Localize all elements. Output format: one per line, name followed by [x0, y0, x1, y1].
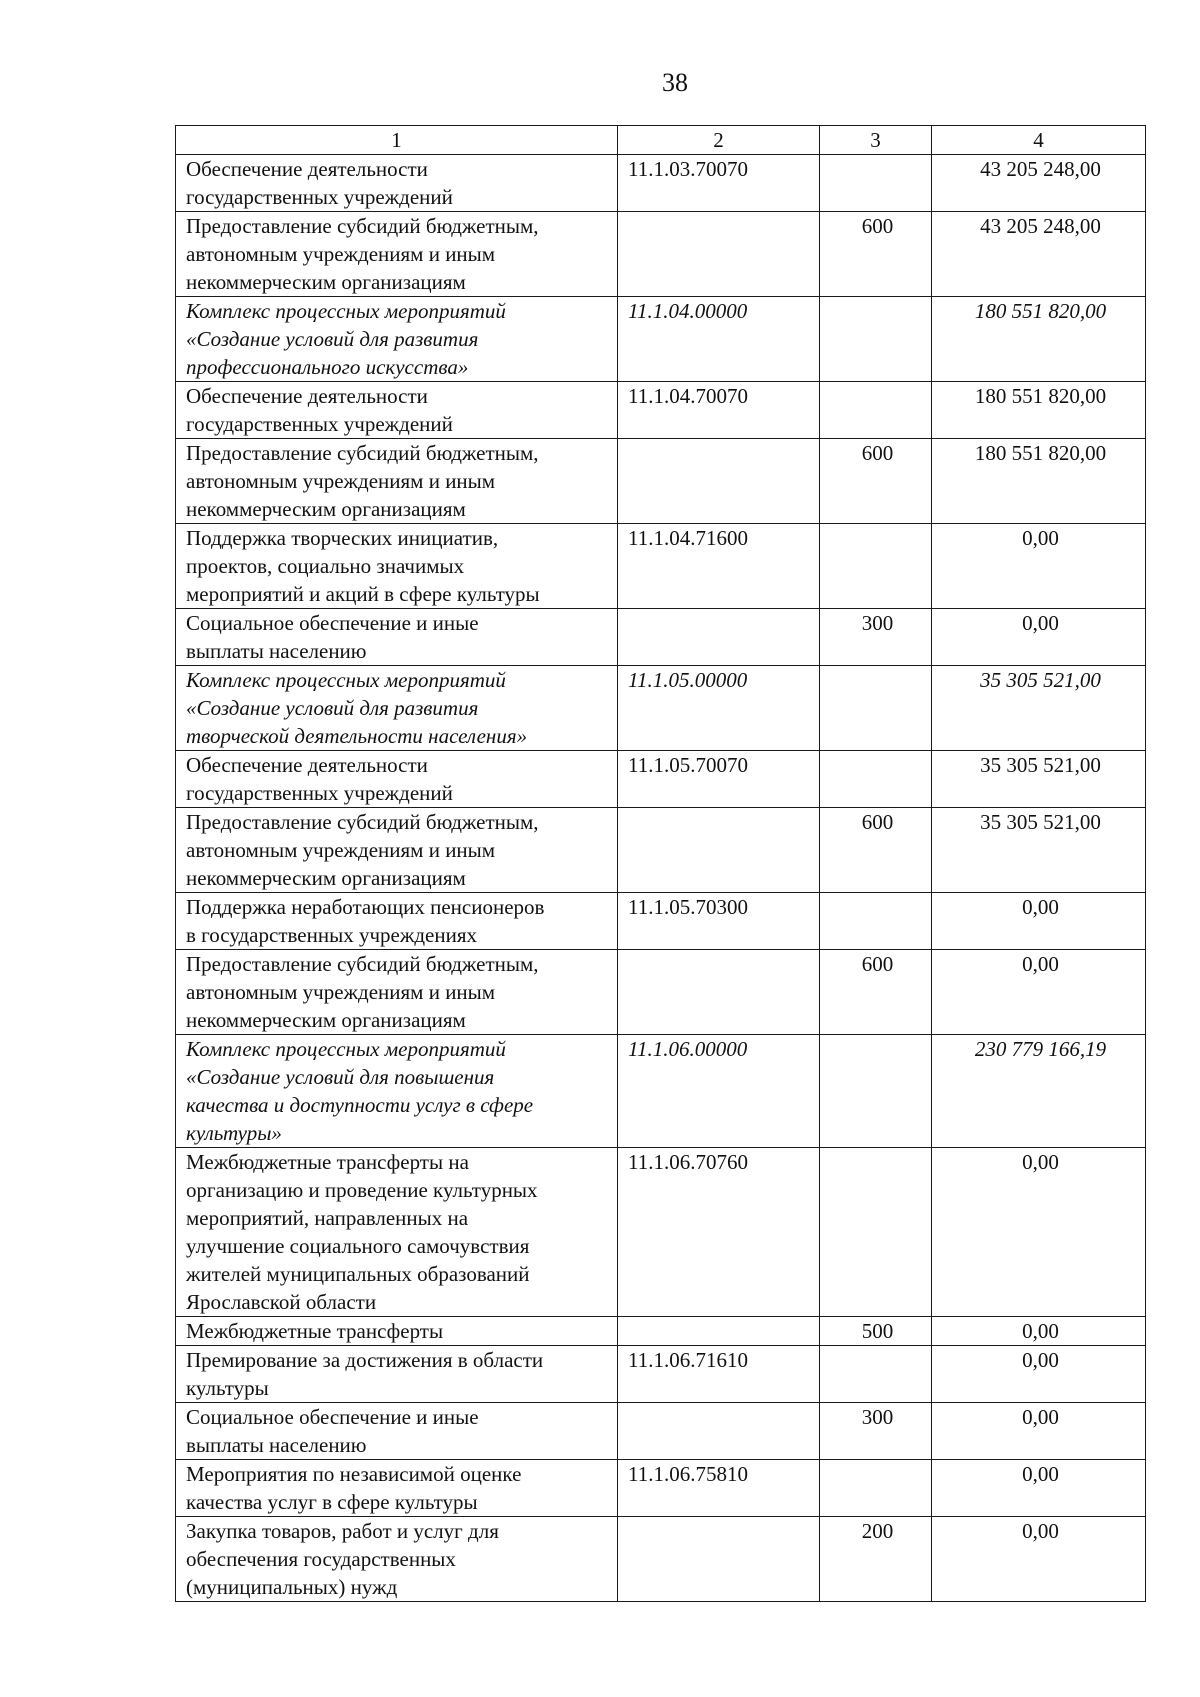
- row-type-cell: [820, 382, 932, 439]
- row-code-cell: 11.1.06.71610: [618, 1346, 820, 1403]
- header-column-amount: 4: [932, 126, 1146, 155]
- table-row: [176, 1035, 1146, 1148]
- page-number: 38: [662, 68, 688, 97]
- row-code-cell: [618, 808, 820, 893]
- table-row: [176, 1403, 1146, 1460]
- row-name-cell: Межбюджетные трансферты на организацию и проведение культурных мероприятий, направленных на улучшение социального самочувствия жителей муниципальных образований Ярославской области: [176, 1148, 618, 1317]
- row-amount-cell: 0,00: [932, 950, 1146, 1035]
- row-code-cell: [618, 950, 820, 1035]
- row-type-cell: [820, 1346, 932, 1403]
- row-name-cell: Обеспечение деятельности государственных учреждений: [176, 382, 618, 439]
- row-name-cell: Предоставление субсидий бюджетным, автономным учреждениям и иным некоммерческим организациям: [176, 439, 618, 524]
- row-name-cell: Предоставление субсидий бюджетным, автономным учреждениям и иным некоммерческим организациям: [176, 808, 618, 893]
- row-code-cell: 11.1.04.00000: [618, 297, 820, 382]
- row-type-cell: 300: [820, 609, 932, 666]
- table-row: [176, 212, 1146, 297]
- row-type-cell: [820, 1035, 932, 1148]
- table-row: [176, 751, 1146, 808]
- row-name-cell: Мероприятия по независимой оценке качества услуг в сфере культуры: [176, 1460, 618, 1517]
- row-type-cell: [820, 297, 932, 382]
- row-amount-cell: 230 779 166,19: [932, 1035, 1146, 1148]
- row-type-cell: 200: [820, 1517, 932, 1602]
- row-name-cell: Социальное обеспечение и иные выплаты населению: [176, 1403, 618, 1460]
- row-name-cell: Обеспечение деятельности государственных учреждений: [176, 155, 618, 212]
- row-type-cell: [820, 155, 932, 212]
- row-code-cell: [618, 1317, 820, 1346]
- row-amount-cell: 0,00: [932, 1148, 1146, 1317]
- table-row: [176, 155, 1146, 212]
- row-amount-cell: 180 551 820,00: [932, 439, 1146, 524]
- row-code-cell: 11.1.05.70070: [618, 751, 820, 808]
- row-amount-cell: 0,00: [932, 1317, 1146, 1346]
- row-type-cell: 600: [820, 808, 932, 893]
- row-name-cell: Комплекс процессных мероприятий «Создание условий для развития профессионального искусства»: [176, 297, 618, 382]
- row-type-cell: 300: [820, 1403, 932, 1460]
- table-header-row: [176, 126, 1146, 155]
- row-code-cell: 11.1.05.70300: [618, 893, 820, 950]
- row-code-cell: [618, 1403, 820, 1460]
- row-amount-cell: 0,00: [932, 524, 1146, 609]
- row-type-cell: 500: [820, 1317, 932, 1346]
- row-type-cell: [820, 751, 932, 808]
- row-name-cell: Социальное обеспечение и иные выплаты населению: [176, 609, 618, 666]
- row-amount-cell: 43 205 248,00: [932, 212, 1146, 297]
- row-type-cell: 600: [820, 950, 932, 1035]
- table-row: [176, 1346, 1146, 1403]
- row-type-cell: [820, 666, 932, 751]
- row-type-cell: [820, 524, 932, 609]
- table-row: [176, 950, 1146, 1035]
- row-code-cell: 11.1.03.70070: [618, 155, 820, 212]
- row-amount-cell: 0,00: [932, 1517, 1146, 1602]
- row-type-cell: [820, 1460, 932, 1517]
- row-name-cell: Предоставление субсидий бюджетным, автономным учреждениям и иным некоммерческим организациям: [176, 212, 618, 297]
- row-code-cell: [618, 212, 820, 297]
- row-amount-cell: 0,00: [932, 893, 1146, 950]
- row-name-cell: Комплекс процессных мероприятий «Создание условий для развития творческой деятельности населения»: [176, 666, 618, 751]
- row-code-cell: [618, 439, 820, 524]
- table-row: [176, 1148, 1146, 1317]
- table-row: [176, 1517, 1146, 1602]
- row-code-cell: 11.1.05.00000: [618, 666, 820, 751]
- row-amount-cell: 0,00: [932, 1460, 1146, 1517]
- budget-table: [175, 125, 1146, 1602]
- row-name-cell: Комплекс процессных мероприятий «Создание условий для повышения качества и доступности услуг в сфере культуры»: [176, 1035, 618, 1148]
- row-type-cell: [820, 893, 932, 950]
- row-amount-cell: 0,00: [932, 609, 1146, 666]
- row-name-cell: Закупка товаров, работ и услуг для обеспечения государственных (муниципальных) нужд: [176, 1517, 618, 1602]
- table-row: [176, 666, 1146, 751]
- table-row: [176, 808, 1146, 893]
- header-column-code: 2: [618, 126, 820, 155]
- row-amount-cell: 0,00: [932, 1346, 1146, 1403]
- row-code-cell: 11.1.06.70760: [618, 1148, 820, 1317]
- table-row: [176, 893, 1146, 950]
- row-amount-cell: 0,00: [932, 1403, 1146, 1460]
- row-amount-cell: 35 305 521,00: [932, 666, 1146, 751]
- table-row: [176, 1317, 1146, 1346]
- header-column-name: 1: [176, 126, 618, 155]
- row-code-cell: 11.1.06.00000: [618, 1035, 820, 1148]
- row-amount-cell: 43 205 248,00: [932, 155, 1146, 212]
- row-name-cell: Обеспечение деятельности государственных учреждений: [176, 751, 618, 808]
- header-column-type: 3: [820, 126, 932, 155]
- row-name-cell: Поддержка творческих инициатив, проектов, социально значимых мероприятий и акций в сфере культуры: [176, 524, 618, 609]
- row-amount-cell: 180 551 820,00: [932, 382, 1146, 439]
- row-name-cell: Предоставление субсидий бюджетным, автономным учреждениям и иным некоммерческим организациям: [176, 950, 618, 1035]
- row-code-cell: [618, 609, 820, 666]
- table-row: [176, 439, 1146, 524]
- row-amount-cell: 180 551 820,00: [932, 297, 1146, 382]
- table-row: [176, 297, 1146, 382]
- table-row: [176, 382, 1146, 439]
- row-code-cell: [618, 1517, 820, 1602]
- row-name-cell: Премирование за достижения в области культуры: [176, 1346, 618, 1403]
- table-row: [176, 1460, 1146, 1517]
- row-code-cell: 11.1.04.71600: [618, 524, 820, 609]
- row-code-cell: 11.1.04.70070: [618, 382, 820, 439]
- row-type-cell: 600: [820, 212, 932, 297]
- table-row: [176, 524, 1146, 609]
- row-name-cell: Поддержка неработающих пенсионеров в государственных учреждениях: [176, 893, 618, 950]
- row-type-cell: [820, 1148, 932, 1317]
- row-type-cell: 600: [820, 439, 932, 524]
- row-amount-cell: 35 305 521,00: [932, 808, 1146, 893]
- table-row: [176, 609, 1146, 666]
- row-amount-cell: 35 305 521,00: [932, 751, 1146, 808]
- row-code-cell: 11.1.06.75810: [618, 1460, 820, 1517]
- row-name-cell: Межбюджетные трансферты: [176, 1317, 618, 1346]
